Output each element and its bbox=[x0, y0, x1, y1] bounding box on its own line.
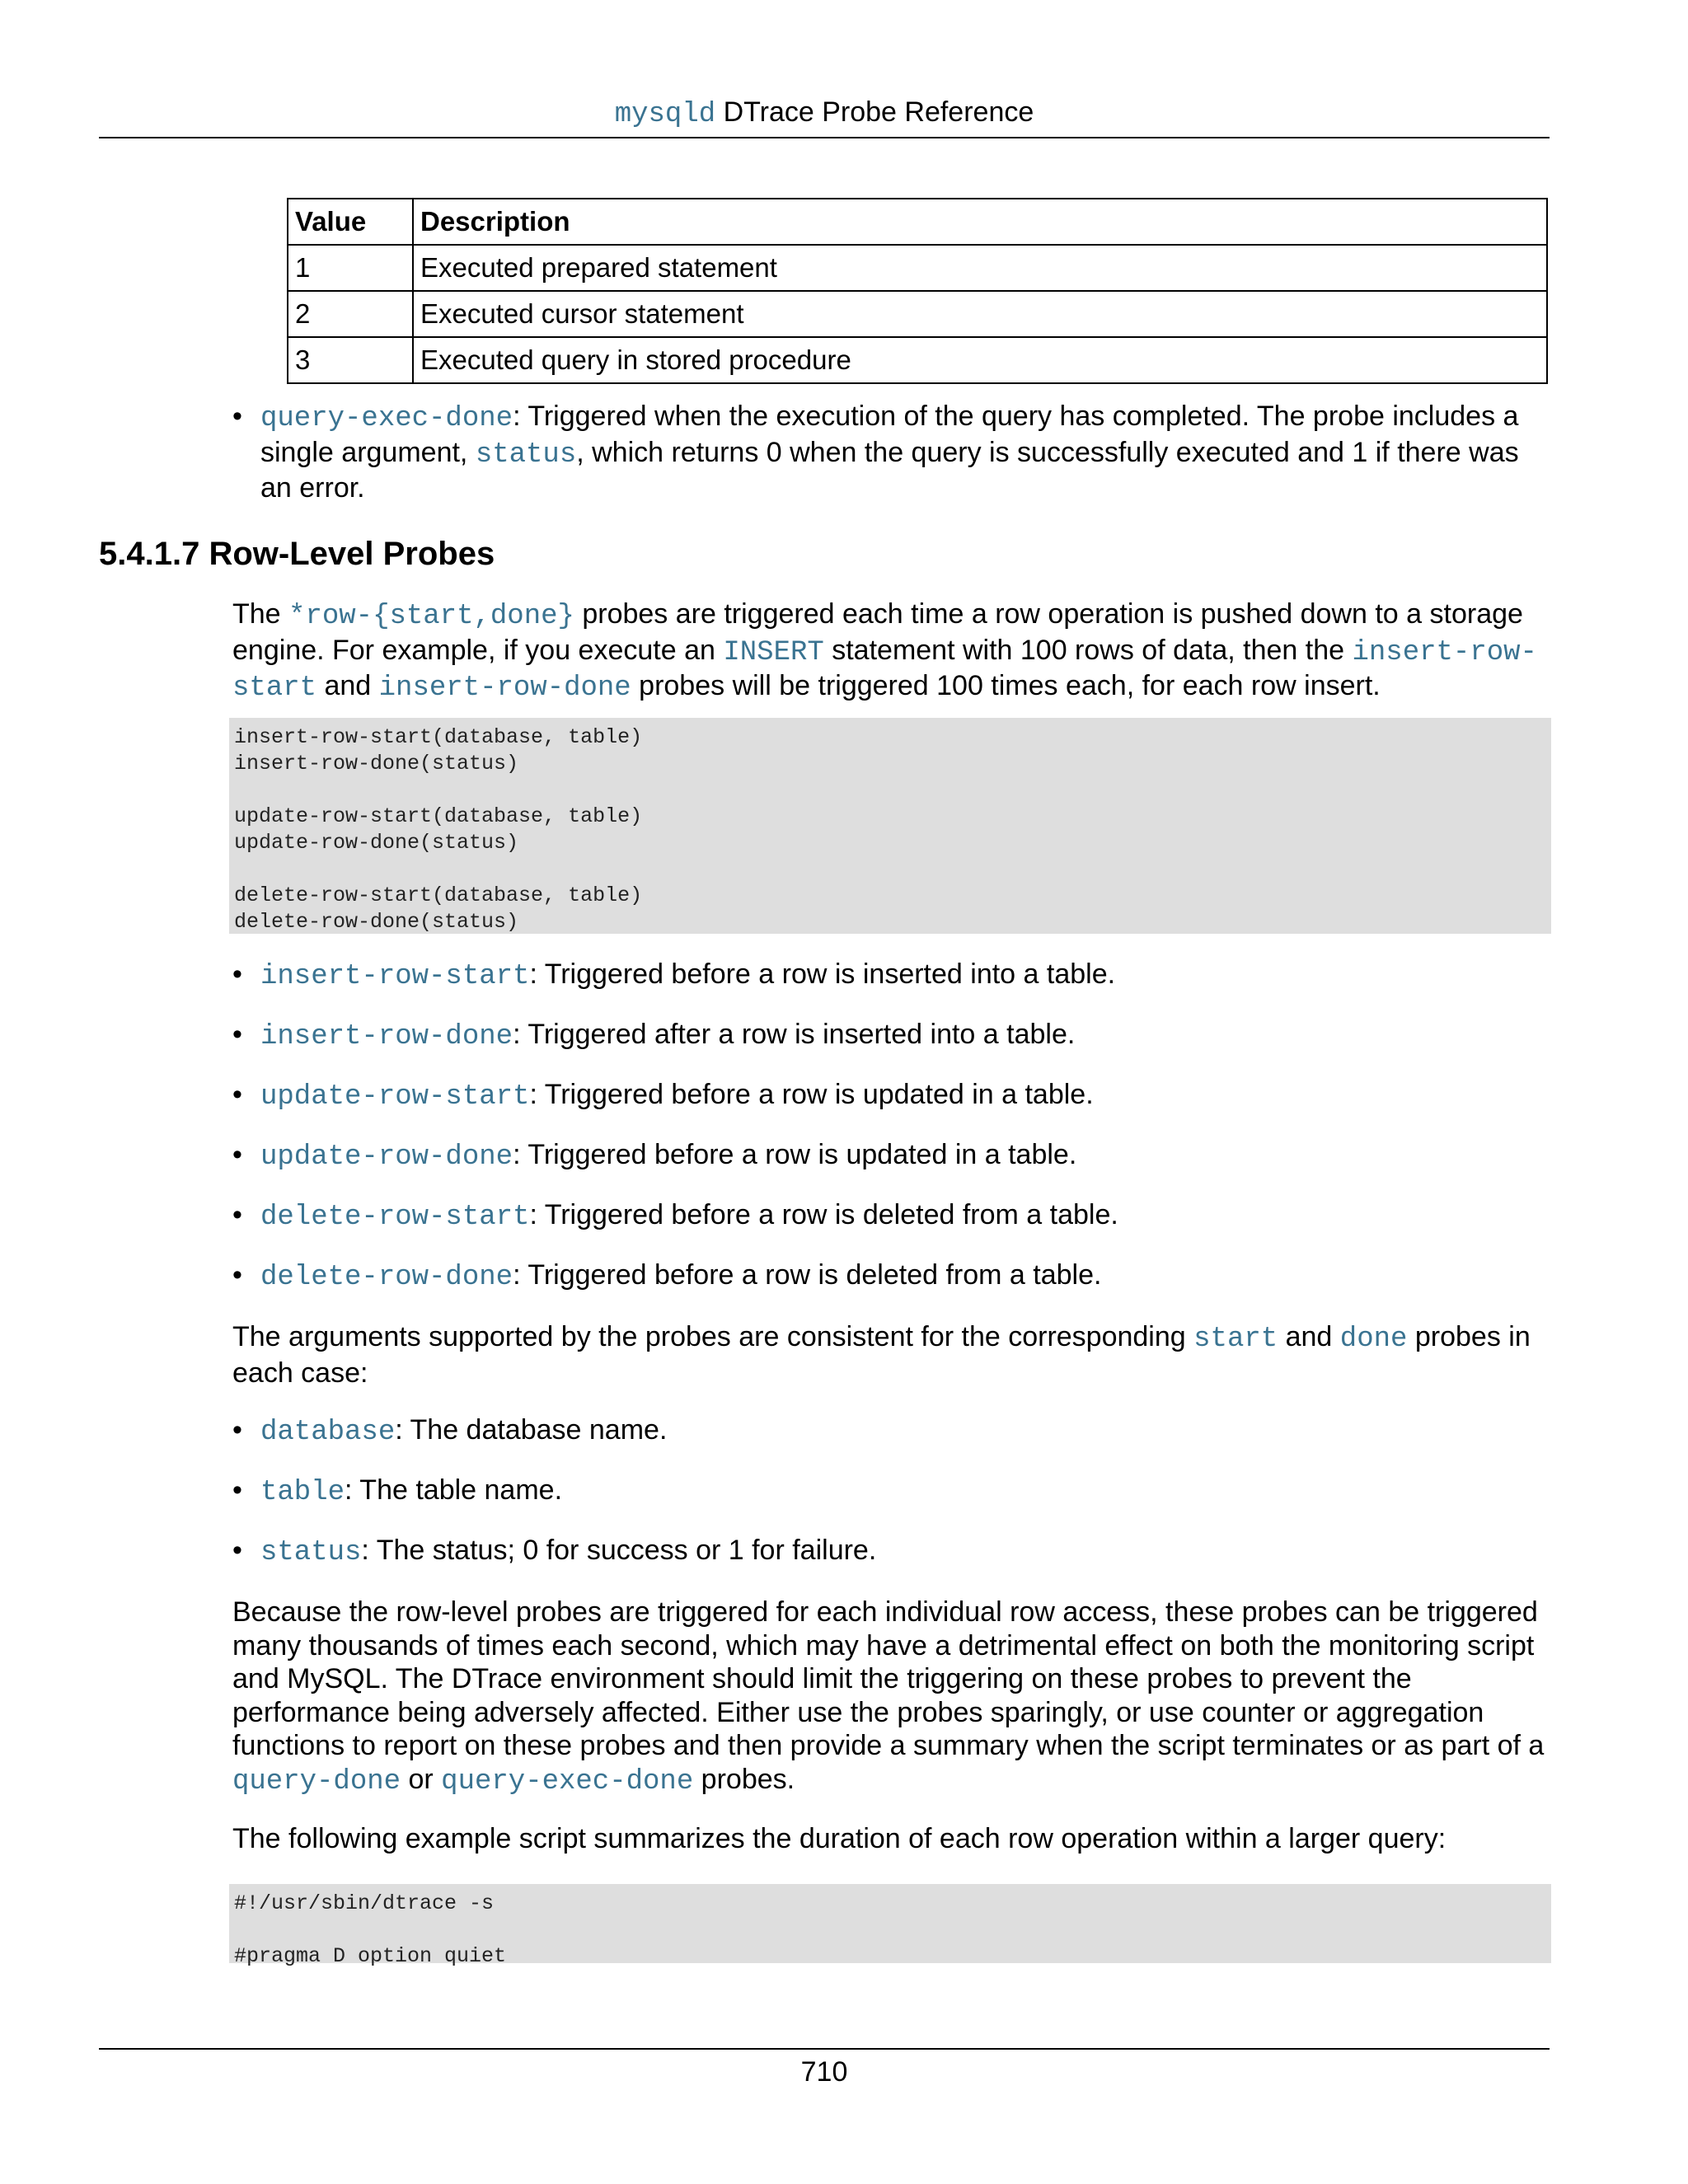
example-script-code: #!/usr/sbin/dtrace -s #pragma D option quiet bbox=[229, 1884, 1551, 1963]
bullet-icon: • bbox=[232, 1019, 242, 1050]
probe-link[interactable]: insert-row-start bbox=[260, 961, 530, 992]
insert-link[interactable]: INSERT bbox=[723, 636, 824, 668]
bullet-text: : Triggered after a row is inserted into a table. bbox=[513, 1019, 1076, 1050]
table-header-value: Value bbox=[288, 199, 413, 245]
bullet-text: : Triggered before a row is updated in a table. bbox=[529, 1079, 1094, 1110]
bullet-text: : Triggered before a row is inserted into a table. bbox=[529, 958, 1116, 990]
probe-link[interactable]: delete-row-done bbox=[260, 1262, 513, 1293]
args-intro-text: and bbox=[1278, 1321, 1340, 1352]
probe-bullet bbox=[232, 1258, 1551, 1295]
table-cell-description: Executed prepared statement bbox=[413, 245, 1547, 291]
bullet-text: : The database name. bbox=[395, 1414, 668, 1446]
table-header-row bbox=[288, 199, 1547, 245]
warning-text: probes. bbox=[693, 1763, 795, 1795]
query-done-link[interactable]: query-done bbox=[232, 1765, 401, 1797]
query-exec-done-link[interactable]: query-exec-done bbox=[260, 403, 513, 434]
bullet-text: : The status; 0 for success or 1 for failure. bbox=[361, 1535, 877, 1566]
table-cell-value: 1 bbox=[288, 245, 413, 291]
warning-paragraph bbox=[232, 1596, 1551, 1798]
probe-link[interactable]: update-row-done bbox=[260, 1141, 513, 1173]
bullet-icon: • bbox=[232, 1535, 242, 1566]
bullet-icon: • bbox=[232, 1414, 242, 1446]
warning-text: or bbox=[401, 1763, 442, 1795]
bullet-icon: • bbox=[232, 958, 242, 990]
table-cell-description: Executed cursor statement bbox=[413, 291, 1547, 337]
intro-text: and bbox=[316, 670, 379, 701]
done-link[interactable]: done bbox=[1339, 1324, 1408, 1355]
arg-bullet bbox=[232, 1474, 1551, 1510]
probe-link[interactable]: delete-row-start bbox=[260, 1202, 530, 1233]
table-header-description: Description bbox=[413, 199, 1547, 245]
bullet-icon: • bbox=[232, 1474, 242, 1506]
header-title: DTrace Probe Reference bbox=[723, 96, 1034, 128]
bullet-text: : Triggered before a row is updated in a table. bbox=[513, 1139, 1077, 1170]
table-cell-value: 2 bbox=[288, 291, 413, 337]
intro-text: probes are triggered each time a row operation is pushed down to a storage engine. For example, if you execute an bbox=[232, 598, 1523, 666]
bullet-text: : Triggered before a row is deleted from a table. bbox=[513, 1259, 1102, 1291]
row-probes-link[interactable]: *row-{start,done} bbox=[288, 601, 574, 632]
intro-text: probes will be triggered 100 times each, for each row insert. bbox=[631, 670, 1381, 701]
args-intro-text: probes in each case: bbox=[232, 1321, 1531, 1389]
warning-text: Because the row-level probes are triggered for each individual row access, these probes can be triggered many thousands of times each second, which may have a detrimental effect on both the monitoring script and MySQL. The DTrace environment should limit the triggering on these probes to prevent the performance being adversely affected. Either use the probes sparingly, or use counter or aggregation functions to report on these probes and then provide a summary when the script terminates or as part of a bbox=[232, 1596, 1545, 1761]
bullet-icon: • bbox=[232, 1259, 242, 1291]
table-cell-description: Executed query in stored procedure bbox=[413, 337, 1547, 383]
table-row bbox=[288, 337, 1547, 383]
value-description-table bbox=[287, 198, 1548, 384]
bullet-icon: • bbox=[232, 1199, 242, 1230]
intro-text: statement with 100 rows of data, then the bbox=[823, 634, 1353, 666]
probe-bullet bbox=[232, 1078, 1551, 1114]
arg-link[interactable]: database bbox=[260, 1417, 396, 1448]
table-row bbox=[288, 291, 1547, 337]
intro-text: The bbox=[232, 598, 289, 630]
bullet-icon: • bbox=[232, 1139, 242, 1170]
page-header bbox=[99, 96, 1550, 131]
arg-link[interactable]: table bbox=[260, 1477, 345, 1508]
bullet-icon: • bbox=[232, 1079, 242, 1110]
arg-link[interactable]: status bbox=[260, 1537, 362, 1568]
probe-bullet bbox=[232, 1138, 1551, 1174]
query-exec-done-bullet bbox=[232, 400, 1551, 505]
arg-bullet bbox=[232, 1413, 1551, 1450]
args-intro-paragraph bbox=[232, 1320, 1551, 1390]
start-link[interactable]: start bbox=[1193, 1324, 1278, 1355]
args-intro-text: The arguments supported by the probes are consistent for the corresponding bbox=[232, 1321, 1194, 1352]
bullet-text: : Triggered before a row is deleted from a table. bbox=[529, 1199, 1118, 1230]
arg-bullet bbox=[232, 1534, 1551, 1570]
bullet-text: , which returns 0 when the query is successfully executed and 1 if there was an error. bbox=[260, 436, 1519, 504]
bullet-text: : The table name. bbox=[345, 1474, 563, 1506]
probe-link[interactable]: insert-row-done bbox=[260, 1021, 513, 1052]
header-rule bbox=[99, 137, 1550, 138]
bullet-text: : Triggered when the execution of the query has completed. The probe includes a single argument, bbox=[260, 401, 1519, 468]
section-title: 5.4.1.7 Row-Level Probes bbox=[99, 536, 495, 572]
probe-bullet bbox=[232, 958, 1551, 994]
intro-paragraph bbox=[232, 598, 1551, 705]
page-number: 710 bbox=[800, 2056, 848, 2088]
bullet-icon: • bbox=[232, 401, 242, 432]
footer-rule bbox=[99, 2048, 1550, 2050]
table-row bbox=[288, 245, 1547, 291]
table-cell-value: 3 bbox=[288, 337, 413, 383]
example-intro-paragraph: The following example script summarizes the duration of each row operation within a larger query: bbox=[232, 1823, 1447, 1854]
probe-signatures-code: insert-row-start(database, table) insert-row-done(status) update-row-start(database, table) update-row-done(status) delete-row-start(database, table) delete-row-done(status) bbox=[229, 718, 1551, 934]
status-link[interactable]: status bbox=[475, 438, 577, 471]
probe-link[interactable]: update-row-start bbox=[260, 1081, 530, 1113]
query-exec-done-link[interactable]: query-exec-done bbox=[441, 1765, 694, 1797]
probe-bullet bbox=[232, 1018, 1551, 1054]
probe-bullet bbox=[232, 1198, 1551, 1235]
insert-row-done-link[interactable]: insert-row-done bbox=[378, 673, 631, 704]
header-code: mysqld bbox=[614, 99, 716, 130]
insert-row-start-link[interactable]: insert-row-start bbox=[232, 636, 1537, 704]
